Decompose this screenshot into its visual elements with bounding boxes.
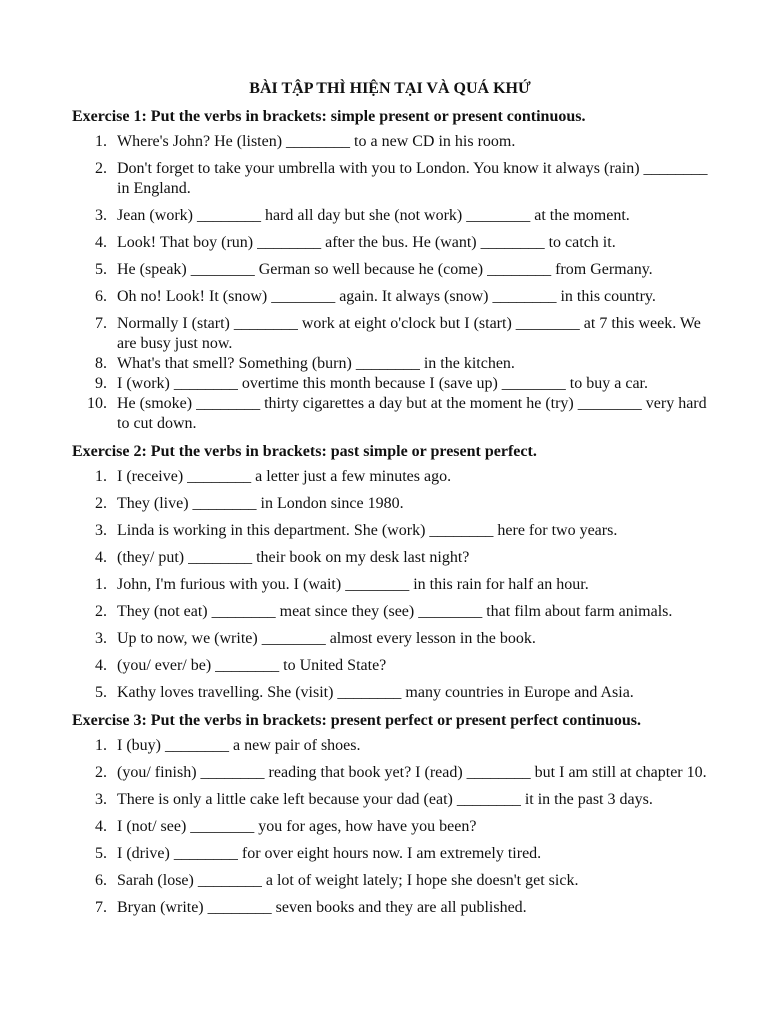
item-number: 5. (95, 261, 107, 278)
item-text: What's that smell? Something (burn) ________ in the kitchen. (117, 355, 515, 372)
list-item (72, 260, 708, 280)
item-text: Look! That boy (run) ________ after the bus. He (want) ________ to catch it. (117, 234, 616, 251)
item-number: 3. (95, 630, 107, 647)
list-item (72, 763, 708, 783)
item-number: 3. (95, 522, 107, 539)
list-item (72, 132, 708, 152)
list-item (72, 354, 708, 374)
item-number: 1. (95, 133, 107, 150)
item-number: 1. (95, 576, 107, 593)
list-item (72, 494, 708, 514)
list-item (72, 233, 708, 253)
item-number: 10. (87, 395, 107, 412)
list-item (72, 575, 708, 595)
item-text: I (buy) ________ a new pair of shoes. (117, 737, 361, 754)
item-number: 5. (95, 845, 107, 862)
item-number: 3. (95, 207, 107, 224)
list-item (72, 394, 708, 434)
item-number: 2. (95, 764, 107, 781)
item-text: I (drive) ________ for over eight hours now. I am extremely tired. (117, 845, 542, 862)
list-item (72, 898, 708, 918)
item-text: He (speak) ________ German so well because he (come) ________ from Germany. (117, 261, 653, 278)
list-item (72, 314, 708, 354)
item-number: 8. (95, 355, 107, 372)
list-item (72, 374, 708, 394)
list-item (72, 467, 708, 487)
list-item (72, 790, 708, 810)
exercise-2-heading: Exercise 2: Put the verbs in brackets: past simple or present perfect. (72, 443, 537, 460)
item-text: Oh no! Look! It (snow) ________ again. It always (snow) ________ in this country. (117, 288, 656, 305)
list-item (72, 287, 708, 307)
list-item (72, 206, 708, 226)
item-number: 4. (95, 234, 107, 251)
item-number: 1. (95, 737, 107, 754)
list-item (72, 683, 708, 703)
list-item (72, 521, 708, 541)
item-text: Where's John? He (listen) ________ to a new CD in his room. (117, 133, 516, 150)
list-item (72, 656, 708, 676)
item-text: I (receive) ________ a letter just a few minutes ago. (117, 468, 452, 485)
item-number: 9. (95, 375, 107, 392)
item-number: 5. (95, 684, 107, 701)
item-number: 2. (95, 160, 107, 177)
item-text: I (work) ________ overtime this month because I (save up) ________ to buy a car. (117, 375, 648, 392)
item-text: Linda is working in this department. She (work) ________ here for two years. (117, 522, 618, 539)
item-text: Sarah (lose) ________ a lot of weight lately; I hope she doesn't get sick. (117, 872, 579, 889)
item-text: They (live) ________ in London since 1980. (117, 495, 404, 512)
item-text: (you/ ever/ be) ________ to United State? (117, 657, 387, 674)
list-item (72, 159, 708, 199)
item-text: Bryan (write) ________ seven books and they are all published. (117, 899, 527, 916)
item-text: Normally I (start) ________ work at eight o'clock but I (start) ________ at 7 this week. We are busy just now. (117, 315, 701, 352)
item-number: 6. (95, 872, 107, 889)
list-item (72, 629, 708, 649)
list-item (72, 548, 708, 568)
item-text: Jean (work) ________ hard all day but she (not work) ________ at the moment. (117, 207, 630, 224)
item-text: I (not/ see) ________ you for ages, how have you been? (117, 818, 477, 835)
item-number: 7. (95, 315, 107, 332)
item-number: 3. (95, 791, 107, 808)
item-number: 4. (95, 818, 107, 835)
list-item (72, 602, 708, 622)
item-text: Kathy loves travelling. She (visit) ________ many countries in Europe and Asia. (117, 684, 634, 701)
item-number: 4. (95, 549, 107, 566)
item-text: He (smoke) ________ thirty cigarettes a day but at the moment he (try) ________ very hard to cut down. (117, 395, 707, 432)
exercise-1-list (72, 132, 708, 434)
item-text: Don't forget to take your umbrella with you to London. You know it always (rain) ________ in England. (117, 160, 708, 197)
item-text: John, I'm furious with you. I (wait) ________ in this rain for half an hour. (117, 576, 589, 593)
item-text: Up to now, we (write) ________ almost every lesson in the book. (117, 630, 536, 647)
exercise-3-heading: Exercise 3: Put the verbs in brackets: present perfect or present perfect continuous. (72, 712, 641, 729)
item-number: 2. (95, 495, 107, 512)
list-item (72, 817, 708, 837)
page-title: BÀI TẬP THÌ HIỆN TẠI VÀ QUÁ KHỨ (249, 80, 531, 97)
item-number: 4. (95, 657, 107, 674)
list-item (72, 871, 708, 891)
item-number: 7. (95, 899, 107, 916)
item-number: 6. (95, 288, 107, 305)
list-item (72, 844, 708, 864)
item-text: (you/ finish) ________ reading that book yet? I (read) ________ but I am still at chapter 10. (117, 764, 707, 781)
item-text: They (not eat) ________ meat since they (see) ________ that film about farm animals. (117, 603, 673, 620)
item-number: 2. (95, 603, 107, 620)
list-item (72, 736, 708, 756)
item-number: 1. (95, 468, 107, 485)
item-text: There is only a little cake left because your dad (eat) ________ it in the past 3 days. (117, 791, 653, 808)
item-text: (they/ put) ________ their book on my desk last night? (117, 549, 470, 566)
exercise-2-list (72, 467, 708, 703)
exercise-1-heading: Exercise 1: Put the verbs in brackets: simple present or present continuous. (72, 108, 586, 125)
exercise-3-list (72, 736, 708, 918)
